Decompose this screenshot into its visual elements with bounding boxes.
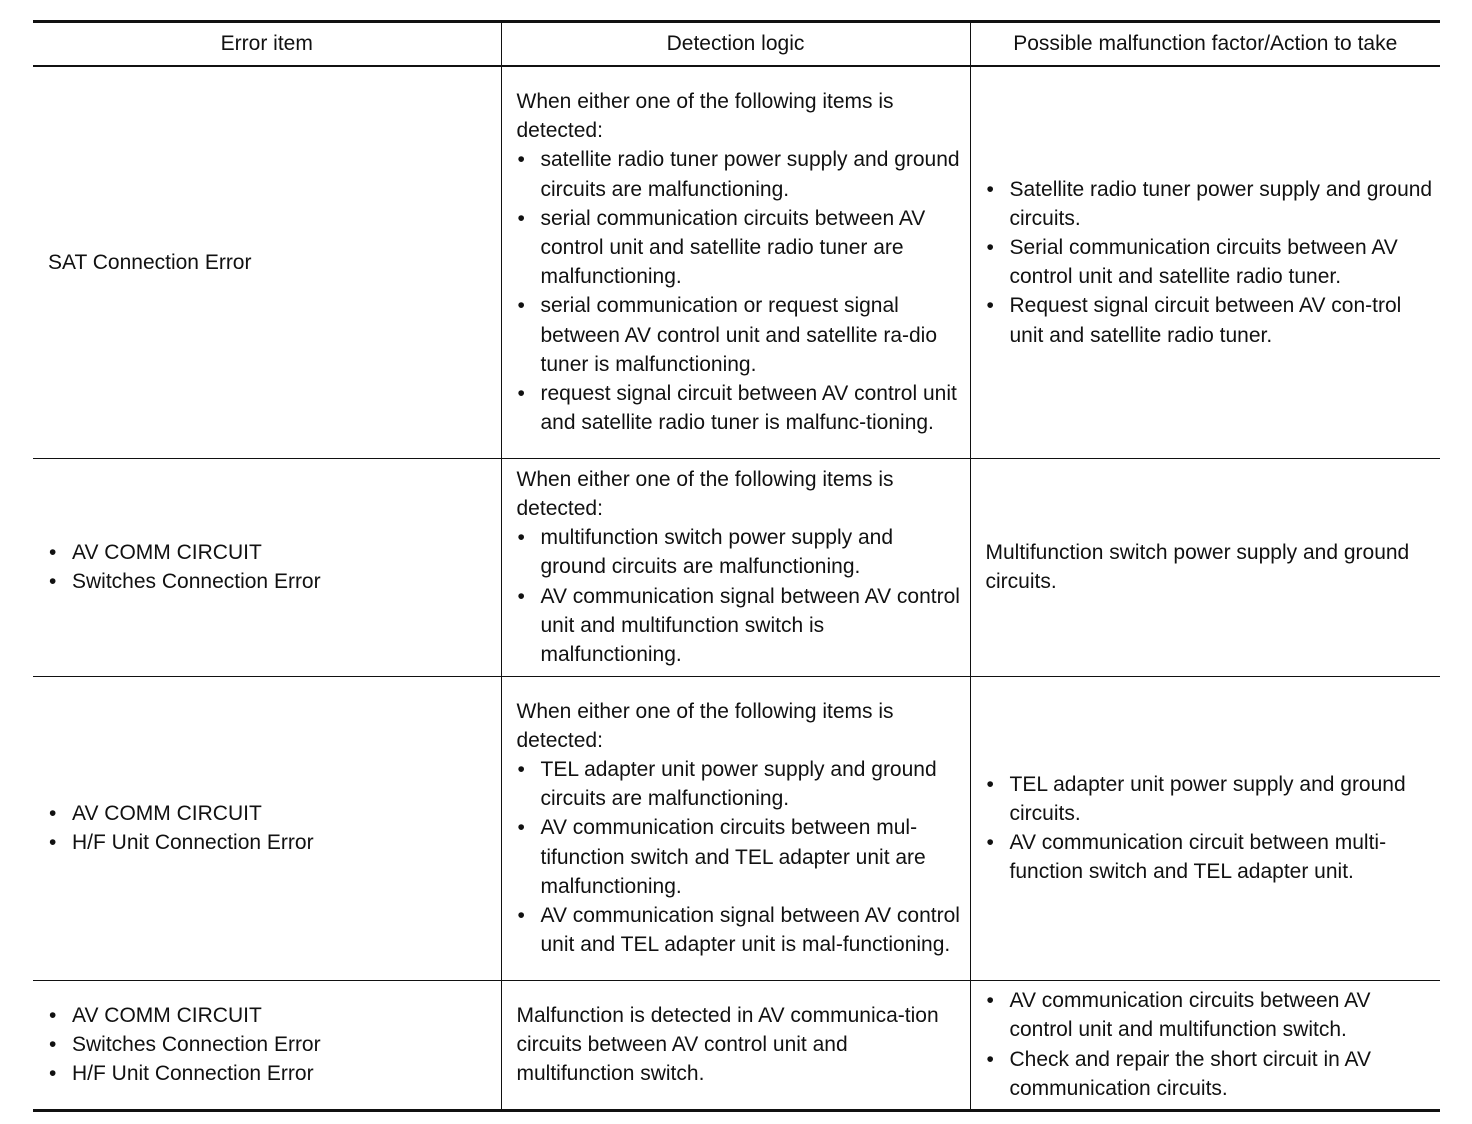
error-item-text: SAT Connection Error [48,250,252,274]
detection-intro: When either one of the following items is detected: [516,699,894,752]
list-item: • Switches Connection Error [48,1030,493,1059]
action-cell [970,458,1440,676]
list-item: • TEL adapter unit power supply and ground circuits are malfunctioning. [517,755,964,813]
error-item-cell [33,980,501,1110]
list-item: • Satellite radio tuner power supply and ground circuits. [986,175,1435,233]
action-cell [970,980,1440,1110]
table-row [33,980,1440,1110]
detection-text: Malfunction is detected in AV communica-tion circuits between AV control unit and multifunction switch. [516,1003,939,1086]
detection-logic-cell [501,458,970,676]
list-item: • Serial communication circuits between AV control unit and satellite radio tuner. [986,233,1435,291]
list-item: • AV communication signal between AV control unit and TEL adapter unit is mal-functioning. [517,901,964,959]
action-cell [970,676,1440,980]
detection-list [517,755,964,959]
detection-intro: When either one of the following items is detected: [516,467,894,520]
list-item: • AV communication signal between AV control unit and multifunction switch is malfunctioning. [517,582,964,670]
header-row [33,22,1440,67]
list-item: • AV COMM CIRCUIT [48,538,493,567]
header-action: Possible malfunction factor/Action to take [970,22,1440,67]
list-item: • multifunction switch power supply and ground circuits are malfunctioning. [517,523,964,581]
list-item: • serial communication circuits between AV control unit and satellite radio tuner are malfunctioning. [517,204,964,292]
detection-list [517,523,964,669]
list-item: • AV communication circuit between multi-function switch and TEL adapter unit. [986,828,1435,886]
table-row [33,66,1440,458]
list-item: • H/F Unit Connection Error [48,828,493,857]
list-item: • Request signal circuit between AV con-trol unit and satellite radio tuner. [986,291,1435,349]
list-item: • TEL adapter unit power supply and ground circuits. [986,770,1435,828]
detection-logic-cell [501,980,970,1110]
error-item-list [48,799,493,857]
list-item: • request signal circuit between AV control unit and satellite radio tuner is malfunc-tioning. [517,379,964,437]
list-item: • AV communication circuits between mul-tifunction switch and TEL adapter unit are malfunctioning. [517,813,964,901]
header-error-item: Error item [33,22,501,67]
error-item-cell [33,676,501,980]
detection-logic-cell [501,66,970,458]
detection-list [517,145,964,437]
action-list [986,175,1435,350]
detection-logic-cell [501,676,970,980]
error-item-cell [33,66,501,458]
list-item: • serial communication or request signal between AV control unit and satellite ra-dio tuner is malfunctioning. [517,291,964,379]
list-item: • AV COMM CIRCUIT [48,799,493,828]
error-item-cell [33,458,501,676]
list-item: • AV communication circuits between AV control unit and multifunction switch. [986,986,1435,1044]
list-item: • Check and repair the short circuit in AV communication circuits. [986,1045,1435,1103]
action-cell [970,66,1440,458]
error-item-list [48,538,493,596]
table-row [33,676,1440,980]
list-item: • H/F Unit Connection Error [48,1059,493,1088]
list-item: • satellite radio tuner power supply and ground circuits are malfunctioning. [517,145,964,203]
error-item-list [48,1001,493,1089]
header-detection-logic: Detection logic [501,22,970,67]
action-list [986,986,1435,1103]
detection-intro: When either one of the following items is detected: [516,90,894,143]
action-text: Multifunction switch power supply and ground circuits. [985,540,1410,593]
action-list [986,770,1435,887]
table-row [33,458,1440,676]
list-item: • Switches Connection Error [48,567,493,596]
error-table [33,20,1440,1112]
list-item: • AV COMM CIRCUIT [48,1001,493,1030]
